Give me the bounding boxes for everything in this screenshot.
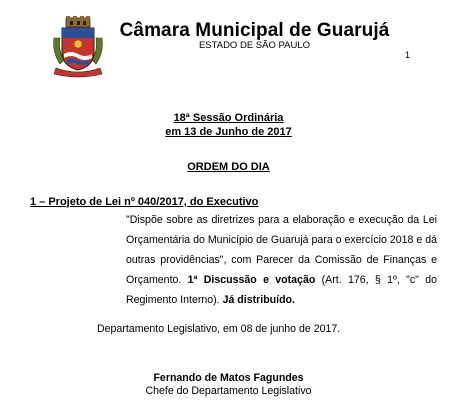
session-date: em 13 de Junho de 2017 [165, 126, 292, 138]
agenda-item-body [126, 210, 437, 310]
item-body-text-1: "Dispõe sobre as diretrizes para a elaboração e execução da Lei Orçamentária do Município de Guarujá para o exercício 2018 e dá outras providências", com Parecer da Comissão de Finanças e Orçamento. [126, 214, 437, 286]
item-body-text-2: (Art. 176, § 1º, "c" do Regimento Interno). [126, 274, 437, 306]
agenda-item-title: 1 – Projeto de Lei nº 040/2017, do Executivo [30, 196, 259, 208]
signatory-role: Chefe do Departamento Legislativo [145, 385, 312, 397]
item-body-bold-2: Já distribuído. [222, 294, 295, 306]
org-title: Câmara Municipal de Guarujá [119, 20, 390, 41]
agenda-title: ORDEM DO DIA [187, 161, 270, 173]
org-subtitle: ESTADO DE SÃO PAULO [198, 40, 311, 51]
item-body-bold-1: 1ª Discussão e votação [187, 274, 316, 286]
department-date-line: Departamento Legislativo, em 08 de junho de 2017. [97, 323, 341, 335]
session-title: 18ª Sessão Ordinária [173, 112, 284, 124]
coat-of-arms-icon [50, 16, 106, 78]
page-number: 1 [405, 50, 411, 60]
signatory-name: Fernando de Matos Fagundes [153, 372, 304, 384]
